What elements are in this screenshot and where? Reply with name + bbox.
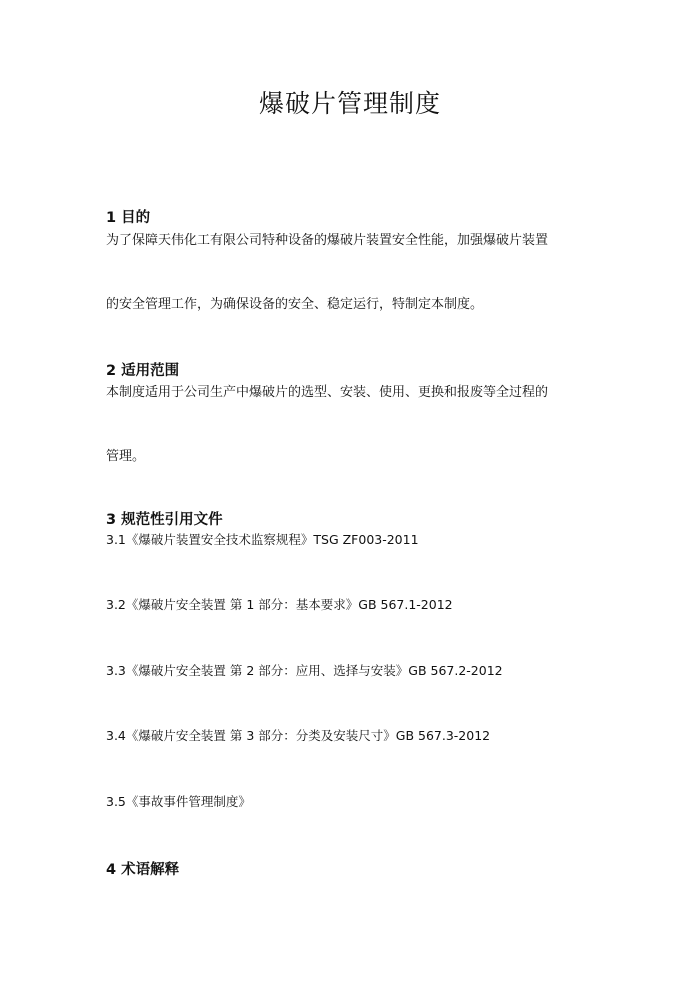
section-scope-line-1: 本制度适用于公司生产中爆破片的选型、安装、使用、更换和报废等全过程的	[106, 385, 549, 400]
section-purpose-line-1: 为了保障天伟化工有限公司特种设备的爆破片装置安全性能，加强爆破片装置	[106, 233, 549, 248]
reference-item: 3.1《爆破片装置安全技术监察规程》TSG ZF003-2011	[106, 532, 419, 547]
reference-item: 3.3《爆破片安全装置 第 2 部分：应用、选择与安装》GB 567.2-2012	[106, 663, 503, 678]
section-heading-references: 3 规范性引用文件	[106, 512, 223, 528]
reference-item: 3.2《爆破片安全装置 第 1 部分：基本要求》GB 567.1-2012	[106, 597, 453, 612]
reference-item: 3.5《事故事件管理制度》	[106, 794, 251, 809]
section-heading-purpose: 1 目的	[106, 210, 151, 226]
reference-item: 3.4《爆破片安全装置 第 3 部分：分类及安装尺寸》GB 567.3-2012	[106, 728, 491, 743]
document-title: 爆破片管理制度	[258, 89, 441, 118]
section-scope-line-2: 管理。	[106, 449, 146, 464]
section-purpose-line-2: 的安全管理工作，为确保设备的安全、稳定运行，特制定本制度。	[106, 297, 484, 312]
section-heading-scope: 2 适用范围	[106, 363, 180, 379]
section-heading-terms: 4 术语解释	[106, 862, 180, 878]
